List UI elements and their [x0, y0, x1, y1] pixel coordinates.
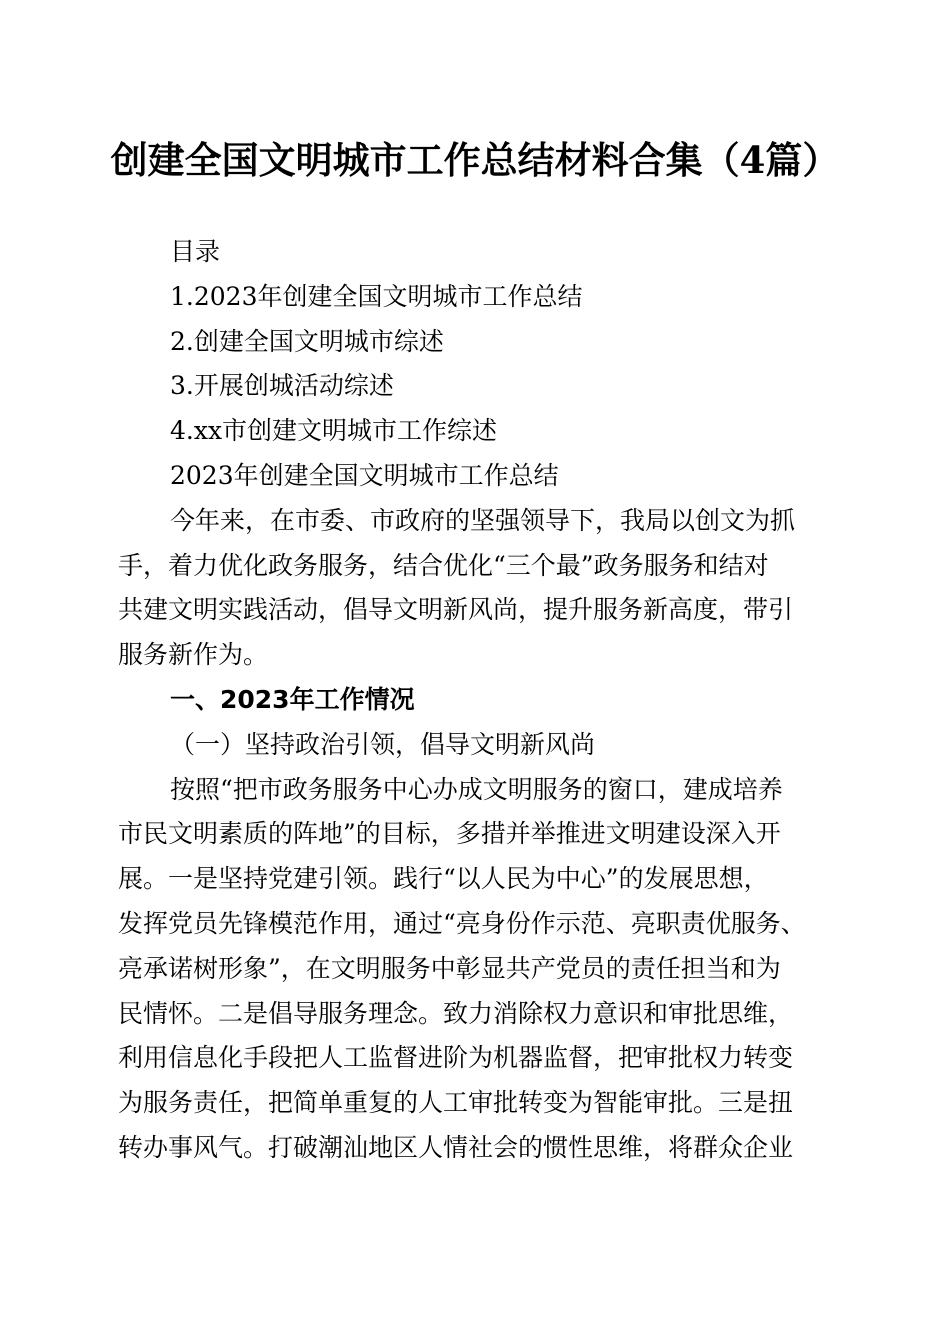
toc-label: 目录	[170, 237, 221, 266]
paragraph-line: 市民文明素质的阵地”的目标，多措并举推进文明建设深入开	[118, 819, 781, 849]
paragraph-line: 手，着力优化政务服务，结合优化“三个最”政务服务和结对	[118, 550, 769, 580]
document-body	[118, 230, 830, 1171]
heading-level-2: （一）坚持政治引领，倡导文明新风尚	[170, 729, 596, 759]
paragraph-line: 亮承诺树形象”，在文明服务中彰显共产党员的责任担当和为	[118, 953, 781, 983]
paragraph-line: 民情怀。二是倡导服务理念。致力消除权力意识和审批思维，	[118, 998, 794, 1028]
paragraph-line: 共建文明实践活动，倡导文明新风尚，提升服务新高度，带引	[118, 595, 794, 625]
paragraph-line: 利用信息化手段把人工监督进阶为机器监督，把审批权力转变	[118, 1043, 794, 1073]
toc-item: 1.2023年创建全国文明城市工作总结	[170, 281, 583, 311]
document-title: 创建全国文明城市工作总结材料合集（4篇）	[110, 138, 840, 182]
heading-level-1: 一、2023年工作情况	[170, 684, 415, 714]
paragraph-line: 转办事风气。打破潮汕地区人情社会的惯性思维，将群众企业	[118, 1132, 794, 1162]
paragraph-line: 展。一是坚持党建引领。践行“以人民为中心”的发展思想，	[118, 864, 769, 894]
paragraph-line: 按照“把市政务服务中心办成文明服务的窗口，建成培养	[170, 774, 783, 804]
paragraph-line: 服务新作为。	[118, 640, 269, 670]
toc-item: 2.创建全国文明城市综述	[170, 326, 444, 356]
toc-item: 3.开展创城活动综述	[170, 371, 394, 401]
paragraph-line: 今年来，在市委、市政府的坚强领导下，我局以创文为抓	[170, 505, 796, 535]
section-title: 2023年创建全国文明城市工作总结	[170, 460, 559, 490]
paragraph-line: 为服务责任，把简单重复的人工审批转变为智能审批。三是扭	[118, 1088, 794, 1118]
toc-item: 4.xx市创建文明城市工作综述	[170, 416, 498, 446]
paragraph-line: 发挥党员先锋模范作用，通过“亮身份作示范、亮职责优服务、	[118, 908, 806, 938]
